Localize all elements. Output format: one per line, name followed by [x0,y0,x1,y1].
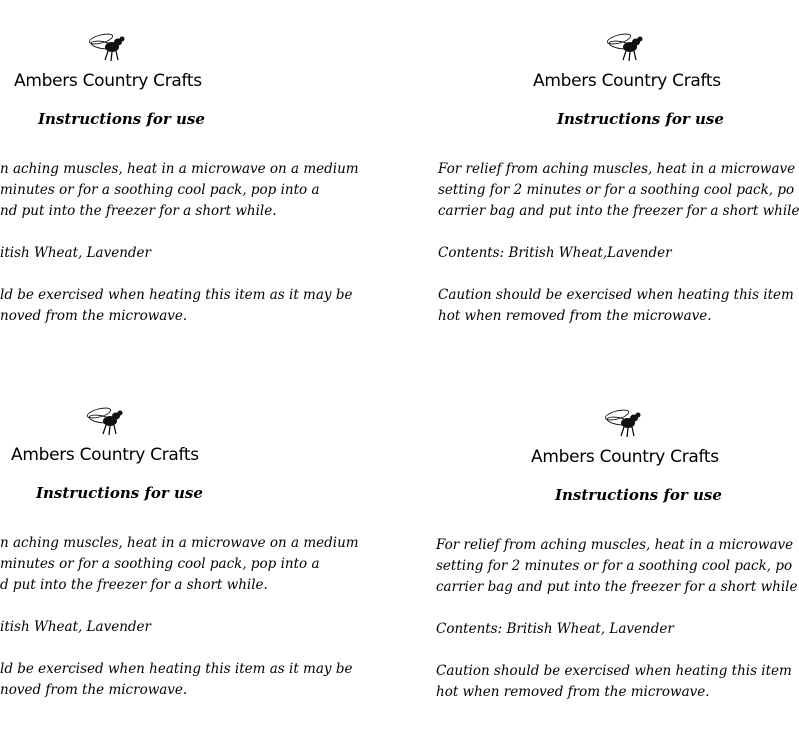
bee-icon [86,404,126,438]
caution-line: hot when removed from the microwave. [436,684,710,700]
instructions-line: setting for 2 minutes or for a soothing cool pack, po [438,182,795,198]
instructions-heading: Instructions for use [555,486,722,504]
instructions-body [0,159,359,327]
instructions-line: setting for 2 minutes or for a soothing cool pack, po [436,558,793,574]
caution-line: hot when removed from the microwave. [438,308,712,324]
bee-icon [604,406,644,440]
caution-line: noved from the microwave. [0,308,188,324]
instructions-heading: Instructions for use [38,110,205,128]
instructions-body [0,533,359,701]
caution-line: noved from the microwave. [0,682,188,698]
contents-line: Contents: British Wheat,Lavender [438,245,672,261]
caution-line: Caution should be exercised when heating this item [438,287,794,303]
brand-name: Ambers Country Crafts [11,445,199,465]
instructions-line: minutes or for a soothing cool pack, pop into a [0,182,320,198]
instructions-line: For relief from aching muscles, heat in a microwave [436,537,794,553]
instructions-line: n aching muscles, heat in a microwave on a medium [0,161,359,177]
brand-name: Ambers Country Crafts [533,71,721,91]
caution-line: ld be exercised when heating this item as it may be [0,661,353,677]
instructions-body [438,159,799,327]
instructions-heading: Instructions for use [557,110,724,128]
instructions-line: nd put into the freezer for a short while. [0,203,277,219]
instructions-line: carrier bag and put into the freezer for a short while [436,579,798,595]
bee-icon [88,30,128,64]
caution-line: Caution should be exercised when heating this item [436,663,792,679]
caution-line: ld be exercised when heating this item as it may be [0,287,353,303]
bee-icon [606,30,646,64]
instructions-line: n aching muscles, heat in a microwave on a medium [0,535,359,551]
brand-name: Ambers Country Crafts [14,71,202,91]
contents-line: Contents: British Wheat, Lavender [436,621,674,637]
instructions-line: d put into the freezer for a short while. [0,577,268,593]
contents-line: itish Wheat, Lavender [0,619,151,635]
brand-name: Ambers Country Crafts [531,447,719,467]
instructions-line: minutes or for a soothing cool pack, pop into a [0,556,320,572]
instructions-body [436,535,797,703]
instructions-heading: Instructions for use [36,484,203,502]
instructions-line: For relief from aching muscles, heat in a microwave [438,161,796,177]
instructions-line: carrier bag and put into the freezer for a short while [438,203,799,219]
contents-line: itish Wheat, Lavender [0,245,151,261]
